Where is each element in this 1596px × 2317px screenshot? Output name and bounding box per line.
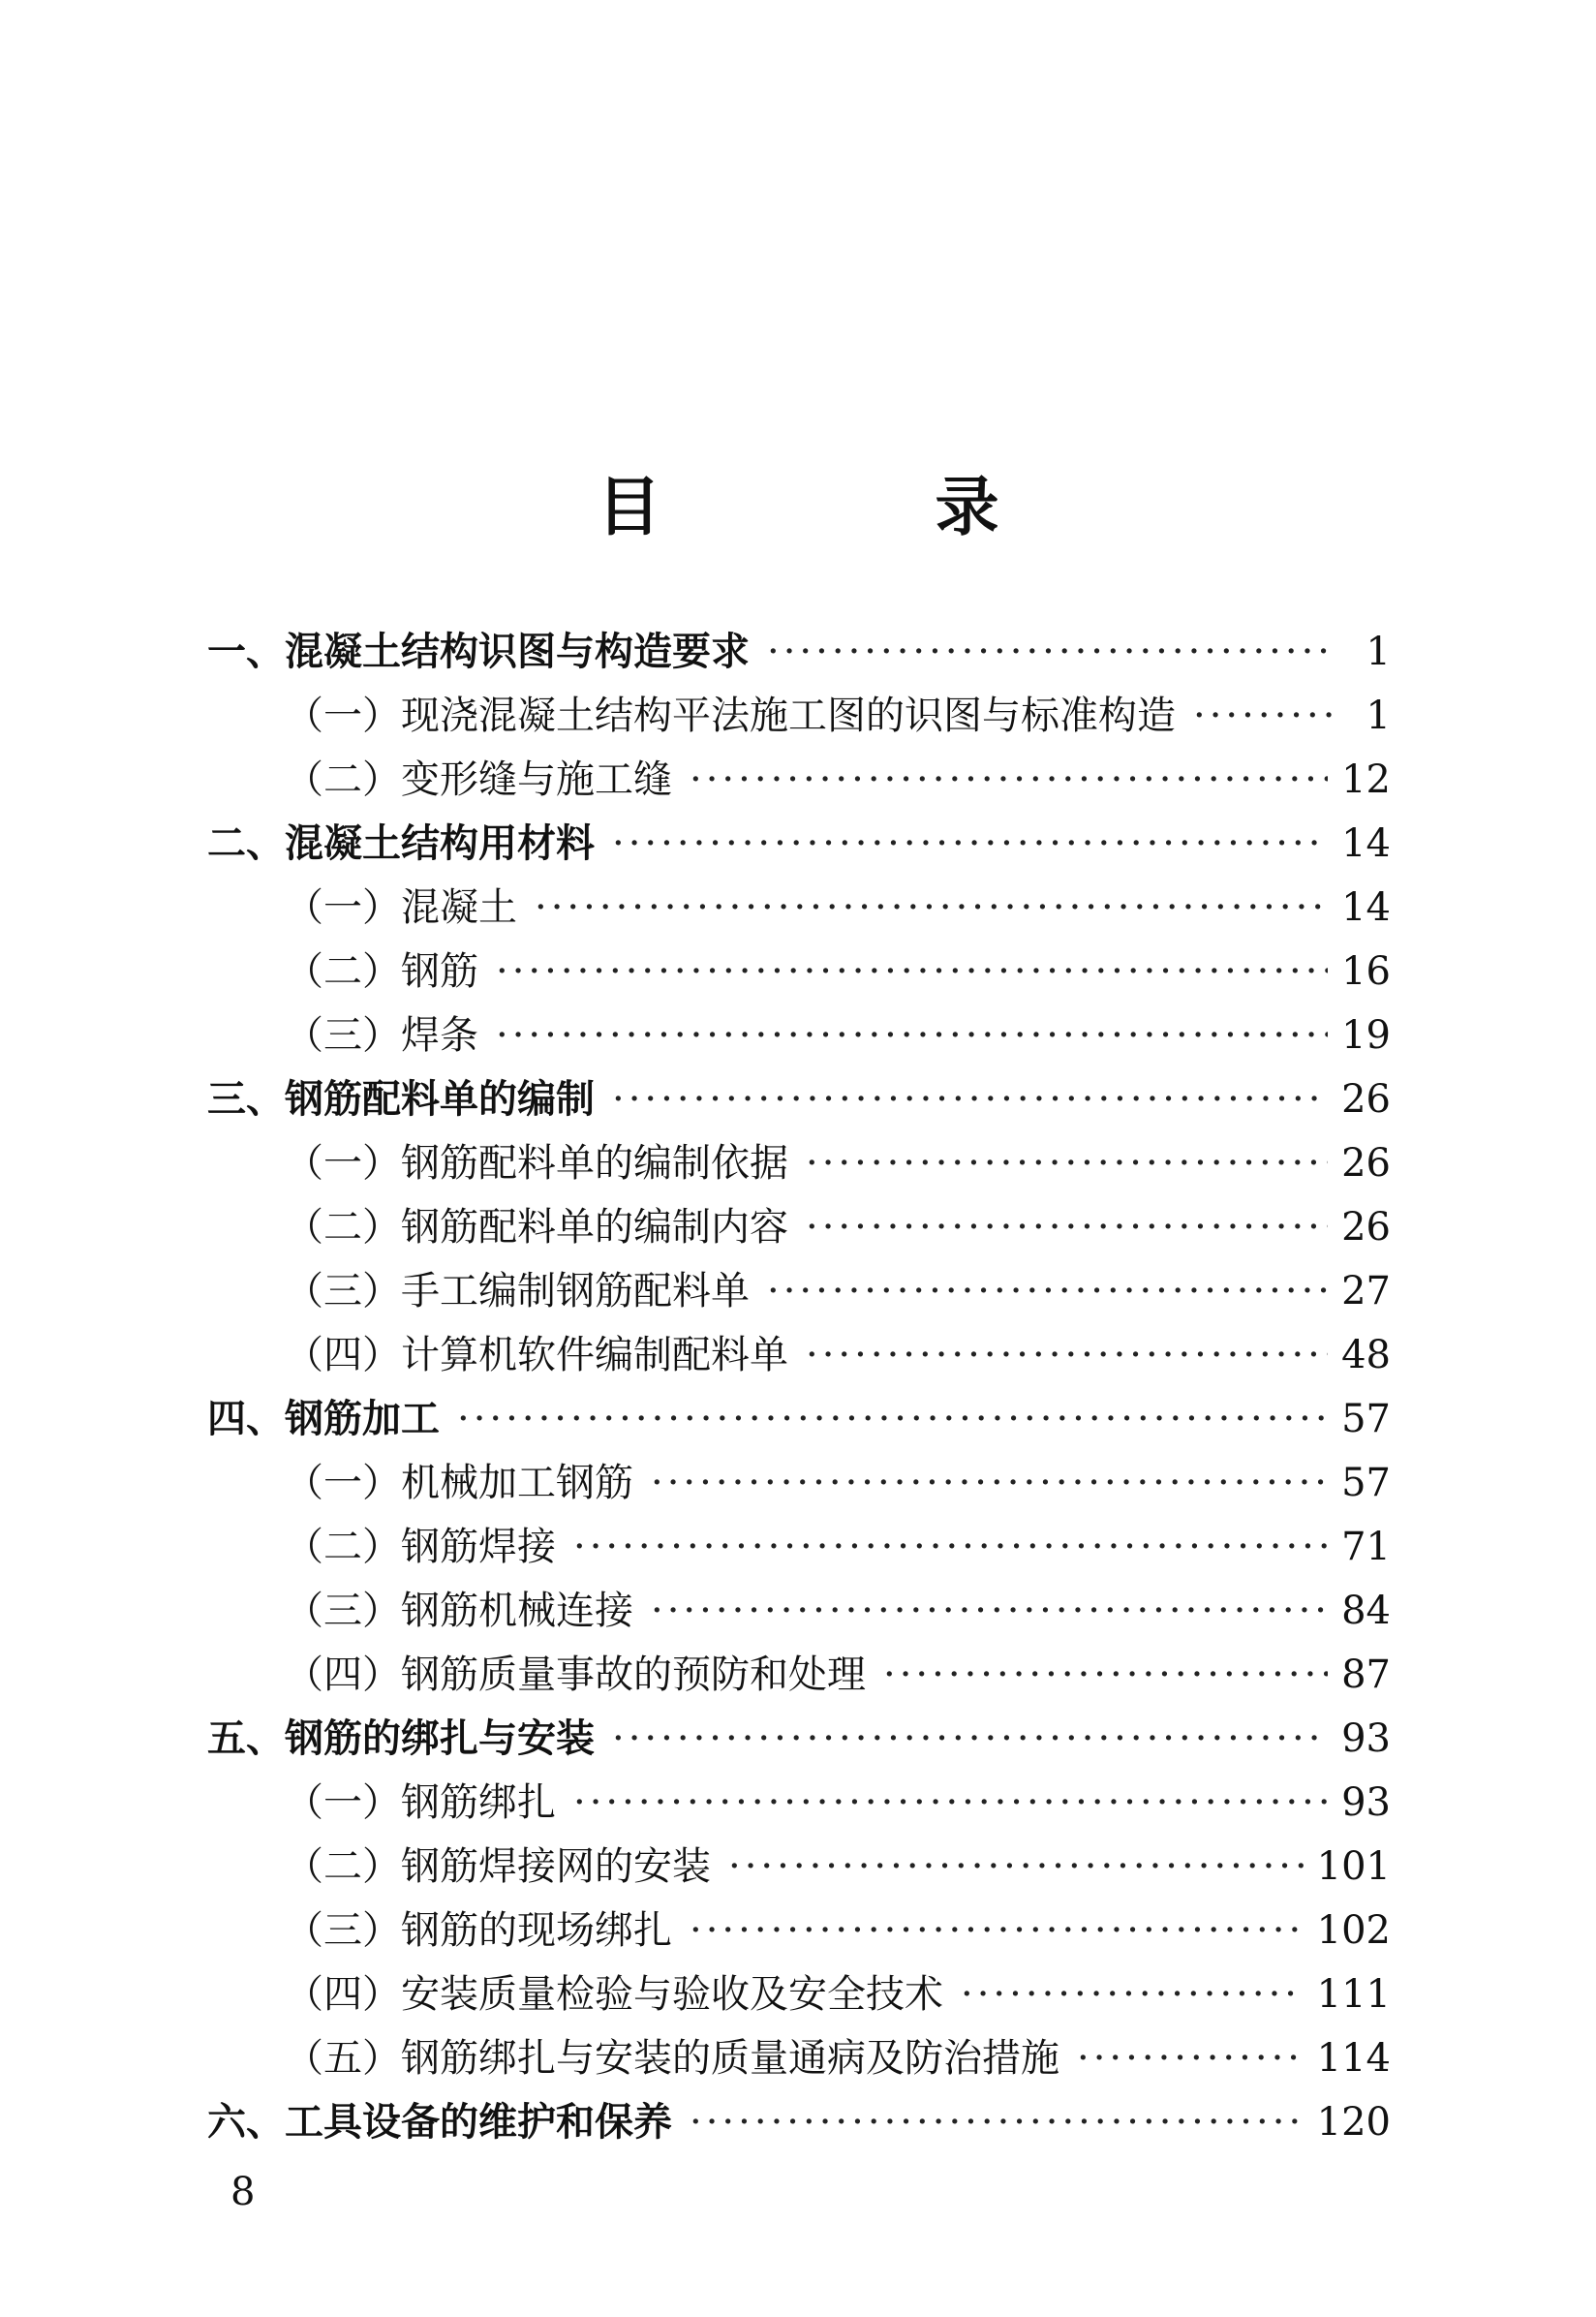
toc-chapter-entry[interactable] (207, 1067, 1391, 1131)
toc-section-entry[interactable] (207, 1451, 1391, 1515)
toc-entry-label: （二）钢筋焊接网的安装 (285, 1844, 711, 1889)
toc-chapter-entry[interactable] (207, 1707, 1391, 1771)
toc-dot-leader (806, 1195, 1328, 1259)
toc-entry-page: 87 (1341, 1653, 1391, 1697)
toc-entry-page: 111 (1316, 1972, 1391, 2017)
toc-entry-page: 57 (1341, 1461, 1391, 1505)
toc-entry-page: 1 (1366, 630, 1391, 674)
toc-entry-label: （一）现浇混凝土结构平法施工图的识图与标准构造 (285, 694, 1176, 738)
toc-section-entry[interactable] (207, 1643, 1391, 1707)
toc-dot-leader (806, 1323, 1328, 1387)
toc-section-entry[interactable] (207, 1899, 1391, 1962)
toc-entry-page: 114 (1316, 2036, 1391, 2081)
toc-entry-label: （一）混凝土 (285, 885, 517, 930)
toc-entry-label: （四）计算机软件编制配料单 (285, 1333, 788, 1377)
toc-dot-leader (1193, 684, 1333, 748)
toc-dot-leader (496, 940, 1328, 1004)
toc-entry-label: （二）钢筋 (285, 949, 478, 994)
toc-section-entry[interactable] (207, 1195, 1391, 1259)
page-number: 8 (230, 2170, 256, 2214)
toc-dot-leader (767, 1259, 1328, 1323)
toc-entry-label: （三）钢筋的现场绑扎 (285, 1908, 672, 1953)
toc-chapter-entry[interactable] (207, 2090, 1391, 2154)
toc-dot-leader (612, 1707, 1328, 1771)
toc-entry-page: 71 (1341, 1525, 1391, 1569)
toc-entry-page: 102 (1316, 1908, 1391, 1953)
toc-section-entry[interactable] (207, 2026, 1391, 2090)
toc-entry-label: （三）手工编制钢筋配料单 (285, 1269, 750, 1313)
toc-dot-leader (573, 1771, 1328, 1835)
toc-entry-page: 120 (1316, 2100, 1391, 2145)
toc-dot-leader (612, 812, 1328, 876)
toc-entry-page: 1 (1366, 694, 1391, 738)
toc-entry-label: 三、钢筋配料单的编制 (207, 1077, 595, 1122)
toc-dot-leader (728, 1835, 1304, 1899)
toc-section-entry[interactable] (207, 876, 1391, 940)
toc-section-entry[interactable] (207, 1579, 1391, 1643)
toc-dot-leader (961, 1962, 1304, 2026)
toc-entry-label: （二）钢筋配料单的编制内容 (285, 1205, 788, 1250)
toc-dot-leader (690, 1899, 1304, 1962)
toc-entry-page: 101 (1316, 1844, 1391, 1889)
toc-dot-leader (457, 1387, 1328, 1451)
toc-entry-page: 26 (1341, 1141, 1391, 1186)
toc-section-entry[interactable] (207, 1259, 1391, 1323)
toc-dot-leader (612, 1067, 1328, 1131)
toc-entry-label: （一）钢筋配料单的编制依据 (285, 1141, 788, 1186)
toc-dot-leader (690, 748, 1328, 812)
page-title: 目 录 (597, 470, 1125, 544)
toc-section-entry[interactable] (207, 1771, 1391, 1835)
toc-chapter-entry[interactable] (207, 620, 1391, 684)
toc-section-entry[interactable] (207, 1835, 1391, 1899)
toc-chapter-entry[interactable] (207, 812, 1391, 876)
toc-entry-label: （三）焊条 (285, 1013, 478, 1058)
toc-entry-label: 四、钢筋加工 (207, 1397, 440, 1441)
toc-entry-page: 93 (1341, 1716, 1391, 1761)
toc-entry-label: （一）机械加工钢筋 (285, 1461, 633, 1505)
toc-entry-page: 16 (1341, 949, 1391, 994)
toc-entry-page: 84 (1341, 1589, 1391, 1633)
toc-entry-page: 12 (1341, 757, 1391, 802)
toc-section-entry[interactable] (207, 1131, 1391, 1195)
toc-dot-leader (651, 1579, 1328, 1643)
toc-section-entry[interactable] (207, 1962, 1391, 2026)
toc-entry-label: （四）安装质量检验与验收及安全技术 (285, 1972, 943, 2017)
toc-dot-leader (806, 1131, 1328, 1195)
toc-dot-leader (883, 1643, 1328, 1707)
toc-section-entry[interactable] (207, 1004, 1391, 1067)
toc-entry-page: 57 (1341, 1397, 1391, 1441)
toc-section-entry[interactable] (207, 1515, 1391, 1579)
toc-section-entry[interactable] (207, 684, 1391, 748)
toc-entry-label: （四）钢筋质量事故的预防和处理 (285, 1653, 866, 1697)
toc-entry-label: （二）钢筋焊接 (285, 1525, 556, 1569)
toc-section-entry[interactable] (207, 940, 1391, 1004)
toc-dot-leader (690, 2090, 1304, 2154)
toc-entry-label: （一）钢筋绑扎 (285, 1780, 556, 1825)
toc-entry-label: 六、工具设备的维护和保养 (207, 2100, 672, 2145)
toc-section-entry[interactable] (207, 748, 1391, 812)
toc-chapter-entry[interactable] (207, 1387, 1391, 1451)
toc-entry-page: 48 (1341, 1333, 1391, 1377)
toc-entry-label: （三）钢筋机械连接 (285, 1589, 633, 1633)
toc-dot-leader (651, 1451, 1328, 1515)
toc-dot-leader (496, 1004, 1328, 1067)
toc-entry-label: （二）变形缝与施工缝 (285, 757, 672, 802)
toc-entry-page: 14 (1341, 885, 1391, 930)
toc-dot-leader (1077, 2026, 1304, 2090)
toc-dot-leader (573, 1515, 1328, 1579)
toc-entry-page: 27 (1341, 1269, 1391, 1313)
toc-section-entry[interactable] (207, 1323, 1391, 1387)
toc-dot-leader (535, 876, 1328, 940)
toc-entry-label: 一、混凝土结构识图与构造要求 (207, 630, 750, 674)
toc-entry-page: 14 (1341, 821, 1391, 866)
toc-dot-leader (767, 620, 1333, 684)
toc-entry-page: 26 (1341, 1205, 1391, 1250)
toc-entry-page: 19 (1341, 1013, 1391, 1058)
table-of-contents (207, 620, 1391, 2154)
toc-entry-label: （五）钢筋绑扎与安装的质量通病及防治措施 (285, 2036, 1059, 2081)
toc-entry-page: 26 (1341, 1077, 1391, 1122)
toc-entry-page: 93 (1341, 1780, 1391, 1825)
toc-entry-label: 二、混凝土结构用材料 (207, 821, 595, 866)
toc-entry-label: 五、钢筋的绑扎与安装 (207, 1716, 595, 1761)
